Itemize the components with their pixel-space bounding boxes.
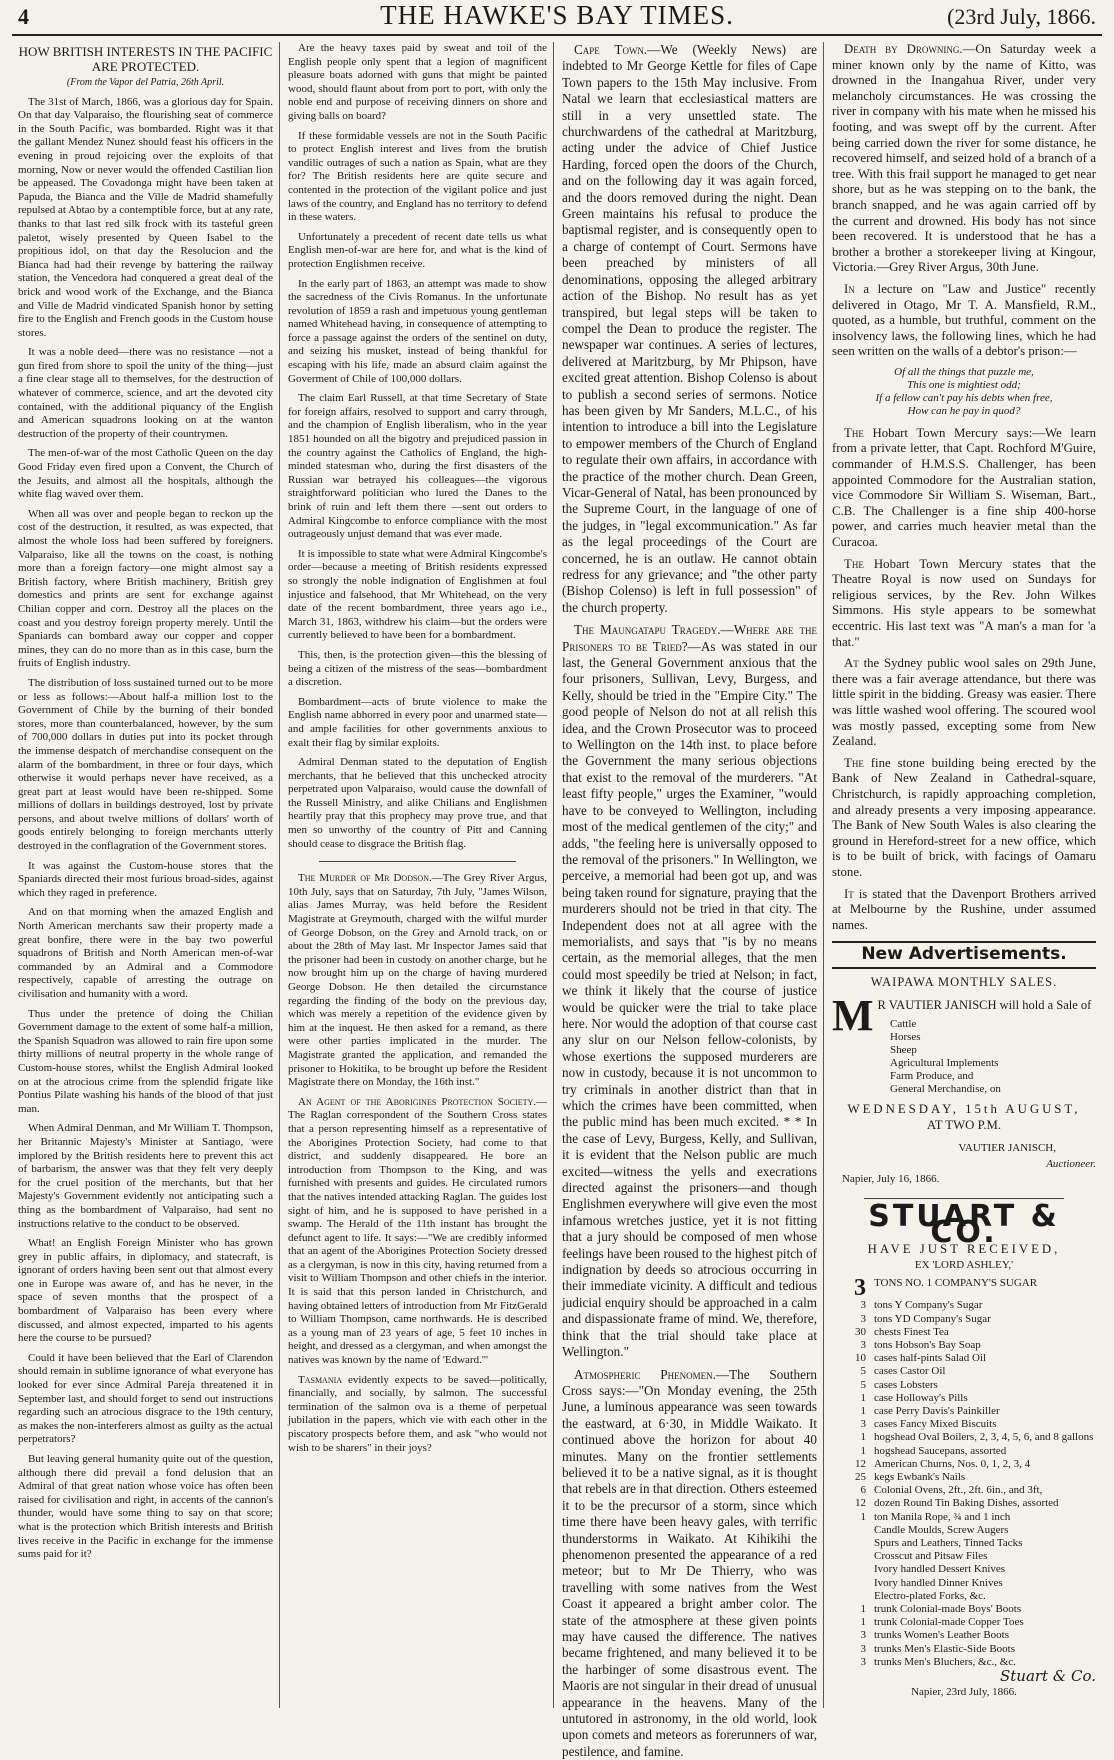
paragraph	[832, 282, 1096, 360]
article-heading: HOW BRITISH INTERESTS IN THE PACIFIC ARE PROTECTED.	[18, 44, 273, 74]
goods-description: Candle Moulds, Screw Augers	[874, 1524, 1096, 1537]
goods-quantity: 3	[832, 1299, 874, 1312]
goods-quantity: 1	[832, 1405, 874, 1418]
goods-row	[832, 1511, 1096, 1524]
ad-dateline: Napier, July 16, 1866.	[832, 1172, 1096, 1188]
goods-description: tons YD Company's Sugar	[874, 1313, 1096, 1326]
paragraph: And on that morning when the amazed English and North American merchants saw their property made a great bonfire, there were in the bay two powerful squadrons of British and North American men-of-war commanded by an Admiral and a Commodore respectively, capable of arresting the outrage on civilisation and humanity with a word.	[18, 906, 273, 1001]
goods-row	[832, 1418, 1096, 1431]
paragraph-lead: Tasmania	[298, 1374, 342, 1386]
goods-row	[832, 1629, 1096, 1642]
goods-quantity: 1	[832, 1445, 874, 1458]
paragraph: Are the heavy taxes paid by sweat and toil of the English people only spent that a legion of magnificent pleasure boats adorned with guns that might be painted wood, should flaunt about from port to port, with only the noble end and purpose of receiving dinners on shore and giving balls on board?	[288, 42, 547, 124]
paragraph-lead: In	[844, 282, 855, 296]
firm-name: STUART & CO.	[832, 1209, 1096, 1240]
ad-lead	[832, 998, 1096, 1014]
goods-quantity: 5	[832, 1365, 874, 1378]
paragraph: It is impossible to state what were Admiral Kingcombe's order—because a meeting of British residents expressed so strongly the noble indignation of Englishmen at foul injustice and falsehood, that Mr Whitehead, on the very date of the recent bombardment, three years ago i.e., March 31, 1863, withdrew his claim—but the orders were currently believed to have been for a bombardment.	[288, 548, 547, 643]
debtor-verse	[832, 366, 1096, 418]
paragraph-text: is stated that the Davenport Brothers arrived at Melbourne by the Rushine, under assumed names.	[832, 887, 1096, 932]
paragraph: If these formidable vessels are not in the South Pacific to protect English interest and lives from the brutish vandilic outrages of such a nation as Spain, what are they for? The British residents here are quite secure and contented in the protection of the vigilant police and just laws of the country, and England has no territory to defend in these waters.	[288, 130, 547, 225]
goods-quantity	[832, 1577, 874, 1590]
goods-row	[832, 1537, 1096, 1550]
goods-description: Colonial Ovens, 2ft., 2ft. 6in., and 3ft,	[874, 1484, 1096, 1497]
goods-description: cases Castor Oil	[874, 1365, 1096, 1378]
goods-row	[832, 1445, 1096, 1458]
paragraph-text: —As was stated in our last, the General Government anxious that the four prisoners, Sullivan, Levy, Burgess, and Kelly, should be tried in the "Empire City." The good people of Nelson do not at all relish this idea, and the Crown Prosecutor was to proceed to Wellington on the 14th inst. to place before the Government the many serious objections that exist to the removal of the murderers. "At least fifty people," urges the Examiner, "would have to be conveyed to Wellington, including most of the medical gentlemen of the city;" and adds, "the feeling here is universally opposed to the removal of the prisoners." In Wellington, we perceive, a memorial had been got up, and was being taken round for signature, praying that the murderers should not be tried in that city. The Independent does not at all agree with the memorialists, and says that "is by no means certain, as the memorial alleges, that the men could most speedily be tried at Nelson; in fact, we think it likely that the course of justice would be quicker were the trial to take place here. Nor would the adoption of that course cast any slur on our Nelson fellow-colonists, by whose exertions the supposed murderers are now in custody, because it is not uncommon to try criminals in another district than that in which the crimes have been committed, when the public mind has been much excited. * * In the case of Levy, Burgess, Kelly, and Sullivan, it is evident that the Nelson public are much excited—witness the yells and execrations directed against the prisoners—and though Englishmen everywhere will give even the most infamous wretches justice, yet it is not fitting that a jury should be composed of men whose feelings have been roused to the highest pitch of indignation by deeds so atrocious occurring in their immediate vicinity. A difficult and tedious judicial enquiry should be approached in a calm and dispassionate frame of mind. We, therefore, think that the trial should take place at Wellington."	[562, 639, 817, 1359]
goods-description: TONS NO. 1 COMPANY'S SUGAR	[874, 1277, 1096, 1299]
goods-description: hogshead Saucepans, assorted	[874, 1445, 1096, 1458]
paragraph: It was against the Custom-house stores that the Spaniards directed their most furious broad-sides, against which they raged in preference.	[18, 860, 273, 901]
paragraph	[832, 557, 1096, 651]
goods-row	[832, 1339, 1096, 1352]
goods-quantity: 3	[832, 1629, 874, 1642]
paragraph: Thus under the pretence of doing the Chilian Government damage to the extent of some half-a million, the Spanish Squadron was allowed to rain fire upon some thirty millions of neutral property in the whole range of Custom-house stores, whilst the English Admiral looked on at the atrocious crime from the splendid frigate like Pontius Pilate washing his hands of the blood of that just man.	[18, 1008, 273, 1117]
divider	[319, 861, 516, 862]
goods-description: hogshead Oval Boilers, 2, 3, 4, 5, 6, and 8 gallons	[874, 1431, 1096, 1444]
goods-quantity: 3	[832, 1656, 874, 1669]
paragraph	[832, 42, 1096, 276]
paragraph-lead: It	[844, 887, 854, 901]
paragraph: When Admiral Denman, and Mr William T. Thompson, her Britannic Majesty's Minister at Santiago, were implored by the British residents here to prevent this act of barbarism, the answer was that they felt very deeply for the cruel position of the merchants, but that her Majesty's Government evidently not anticipating such a thing as the bombardment of Valparaiso, had sent no instructions relative to the conduct to be observed.	[18, 1122, 273, 1231]
paragraph	[832, 887, 1096, 934]
sale-item: Sheep	[890, 1044, 1096, 1057]
goods-quantity: 30	[832, 1326, 874, 1339]
goods-row	[832, 1313, 1096, 1326]
paragraph-text: —We (Weekly News) are indebted to Mr George Kettle for files of Cape Town papers to the 15th May inclusive. From Natal we learn that ecclesiastical matters are still in a very unsettled state. The churchwardens of the cathedral at Maritzburg, acting under the advice of Chief Justice Harding, forced open the doors of the Church, and on the following day it was again forced, and the doors removed during the night. Dean Green maintains his refusal to produce the baptismal register, and is consequently open to a charge of contempt of Court. Sermons have been preached by ministers of all denominations, opposing the alleged arbitrary action of the Bishop. No result has as yet transpired, but legal steps will be taken to compel the Dean to produce the register. The newspaper war continues. A series of lectures, delivered at Maritzburg, by Mr Phipson, have excited great attention. Bishop Colenso is about to publish a second series of sermons. Notice has been given by Mr Sanders, M.L.C., of his intention to introduce a bill into the Legislature to empower members of the Church of England to regulate their own affairs, in accordance with the practice of the mother church. Dean Green, Vicar-General of Natal, has been pronounced by the Supreme Court, in the language of one of the judges, in "legal excommunication." As far as the legal proceedings of the Court are concerned, he is an outlaw. He cannot obtain redress for any grievance; and "the other party (Bishop Colenso) is left in full possession" of the church property.	[562, 42, 817, 615]
verse-line: Of all the things that puzzle me,	[832, 366, 1096, 379]
paragraph-lead: Atmospheric Phenomen.	[574, 1367, 716, 1382]
paragraph: When all was over and people began to reckon up the cost of the destruction, it resulted, as was expected, that almost the whole loss had been suffered by foreigners. Valparaiso, like all the towns on the coast, is nothing more than a foreign factory—one might almost say a British factory, where British machinery, British grey domestics and prints are sent for exchange against Chilian copper and corn. Destroy all the places on the coast and you destroy foreign property merely. Until the Spaniards can bombard away our copper and copper mines, they can do no more than as in this case, burn the fruits of English industry.	[18, 508, 273, 671]
news-items	[832, 426, 1096, 933]
goods-description: trunk Colonial-made Copper Toes	[874, 1616, 1096, 1629]
paragraph: But leaving general humanity quite out of the question, although there did prevail a fond delusion that an Admiral of that great nation whose voice has often been raised for civilisation and right, in accents of the cannon's thunder, would have some thing to say on that score; what is the protection which British interests and British lives receive in the Pacific in exchange for the immense sums paid for it?	[18, 1453, 273, 1562]
verse-line: If a fellow can't pay his debts when free,	[832, 392, 1096, 405]
goods-description: Spurs and Leathers, Tinned Tacks	[874, 1537, 1096, 1550]
goods-description: cases half-pints Salad Oil	[874, 1352, 1096, 1365]
paragraph-text: —The Grey River Argus, 10th July, says that on Saturday, 7th July, "James Wilson, alias James Murray, was held before the Resident Magistrate at Greymouth, charged with the wilful murder of George Dobson, on the Grey and Arnold track, on or about the 28th of May last. Mr Inspector James said that the prisoner had been in custody on another charge, but he now brought him up on the charge of having murdered George Dobson. He then detailed the circumstance regarding the finding of the body on the previous day, which was merely a repetition of the evidence given by him at the inquest. He then asked for a remand, as there were other parties implicated in the murder. The Magistrate granted the application, and remanded the prisoner to Hokitika, to be brought up before the Resident Magistrate there on Monday, the 16th inst."	[288, 872, 547, 1088]
paragraph-lead: The	[844, 426, 864, 440]
ad-signature: Stuart & Co.	[832, 1669, 1096, 1685]
paragraph: In the early part of 1863, an attempt was made to show the sacredness of the Civis Romanus. In the unfortunate revolution of 1859 a rash and impetuous young gentleman named Whitehead having, in consequence of attempting to force a passage against the orders of the sentinel on duty, and seizing his musket, instead of being thankful for escaping with his life, made an absurd claim against the Goverment of Chile of 100,000 dollars.	[288, 278, 547, 387]
goods-row	[832, 1379, 1096, 1392]
paragraph-lead: Death by Drowning.	[844, 42, 963, 56]
goods-description: dozen Round Tin Baking Dishes, assorted	[874, 1497, 1096, 1510]
article-body-continued	[288, 42, 547, 851]
goods-description: kegs Ewbank's Nails	[874, 1471, 1096, 1484]
goods-description: trunks Men's Bluchers, &c., &c.	[874, 1656, 1096, 1669]
sale-items	[890, 1018, 1096, 1096]
goods-description: ton Manila Rope, ¾ and 1 inch	[874, 1511, 1096, 1524]
sale-item: Cattle	[890, 1018, 1096, 1031]
sale-time: AT TWO P.M.	[832, 1118, 1096, 1134]
goods-description: trunks Men's Elastic-Side Boots	[874, 1643, 1096, 1656]
goods-quantity: 1	[832, 1603, 874, 1616]
paragraph	[562, 622, 817, 1360]
goods-quantity: 3	[832, 1643, 874, 1656]
sale-item: Farm Produce, and	[890, 1070, 1096, 1083]
column-4	[826, 42, 1102, 1708]
goods-description: cases Lobsters	[874, 1379, 1096, 1392]
paragraph-lead: The	[844, 756, 864, 770]
goods-row	[832, 1458, 1096, 1471]
paragraph: The distribution of loss sustained turned out to be more or less as follows:—About half-a million lost to the Government of Chile by the burning of their bonded stores, more than counterbalanced, however, by the sum of 700,000 dollars in duties put into its pocket through the immense despatch of merchandise consequent on the alarm of the bombardment, in three or four days, which otherwise it would perhaps never have received, as a great part at least would have been re-shipped. Some millions of dollars in buildings destroyed, lost by private persons, and about twelve millions of dollars' worth of goods entirely belonging to foreign merchants utterly destroyed in the conflagration of the Government stores.	[18, 677, 273, 854]
paragraph	[288, 1096, 547, 1368]
new-advertisements-banner: New Advertisements.	[832, 941, 1096, 969]
goods-row	[832, 1326, 1096, 1339]
goods-quantity	[832, 1524, 874, 1537]
paragraph-text: the Sydney public wool sales on 29th June, there was a fair average attendance, but there was little spirit in the bidding. Greasy was easier. There was little washed wool offering. The scoured wool was mostly passed, excepting some from New Zealand.	[832, 656, 1096, 748]
goods-quantity: 12	[832, 1458, 874, 1471]
paragraph: Unfortunately a precedent of recent date tells us what English men-of-war are here for, and what is the kind of protection Englishmen receive.	[288, 231, 547, 272]
ad-lead-text: R VAUTIER JANISCH will hold a Sale of	[878, 998, 1092, 1012]
goods-description: Ivory handled Dinner Knives	[874, 1577, 1096, 1590]
goods-quantity: 3	[832, 1313, 874, 1326]
goods-row	[832, 1563, 1096, 1576]
paragraph	[288, 872, 547, 1090]
have-just-received: HAVE JUST RECEIVED,	[832, 1242, 1096, 1258]
goods-quantity: 10	[832, 1352, 874, 1365]
paragraph: The men-of-war of the most Catholic Queen on the day Good Friday even fired upon a Convent, the Church of the Jesuits, and almost all the hospitals, although the white flag waved over them.	[18, 447, 273, 501]
goods-quantity: 1	[832, 1431, 874, 1444]
drop-cap: M	[832, 998, 874, 1034]
goods-description: cases Fancy Mixed Biscuits	[874, 1418, 1096, 1431]
goods-quantity: 25	[832, 1471, 874, 1484]
goods-quantity	[832, 1550, 874, 1563]
goods-row	[832, 1431, 1096, 1444]
newspaper-title: THE HAWKE'S BAY TIMES.	[12, 0, 1102, 31]
goods-row	[832, 1471, 1096, 1484]
goods-row	[832, 1299, 1096, 1312]
ad-dateline: Napier, 23rd July, 1866.	[832, 1685, 1096, 1701]
paragraph-lead: The Maungatapu Tragedy.—Where are the Prisoners to be Tried?	[562, 622, 817, 653]
goods-quantity: 3	[832, 1339, 874, 1352]
masthead	[12, 0, 1102, 36]
paragraph: It was a noble deed—there was no resistance —not a gun fired from shore to spoil the unity of the thing—just a fine clear stage all to themselves, for the destruction of whatever of commerce, science, and art the devoted city contained, with the additional piquancy of the English and American squadrons looking on at the wanton destruction of the property of their countrymen.	[18, 346, 273, 441]
paragraph-lead: An Agent of the Aborigines Protection Society.	[298, 1096, 536, 1108]
news-items	[562, 42, 817, 1760]
goods-quantity: 1	[832, 1511, 874, 1524]
verse-line: How can he pay in quod?	[832, 405, 1096, 418]
news-items	[832, 42, 1096, 360]
goods-row	[832, 1616, 1096, 1629]
paragraph: Admiral Denman stated to the deputation of English merchants, that he believed that this unchecked atrocity perpetrated upon Valparaiso, would cause the downfall of the Russell Ministry, and alike Chilians and Englishmen heartily pray that this prophecy may prove true, and that men so unworthy of the country of Pitt and Canning should cease to disgrace the British flag.	[288, 756, 547, 851]
auctioneer-name: VAUTIER JANISCH,	[832, 1141, 1096, 1157]
goods-description: case Perry Davis's Painkiller	[874, 1405, 1096, 1418]
goods-quantity: 6	[832, 1484, 874, 1497]
goods-description: Electro-plated Forks, &c.	[874, 1590, 1096, 1603]
paragraph	[288, 1374, 547, 1456]
paragraph	[562, 1367, 817, 1760]
goods-quantity	[832, 1563, 874, 1576]
column-2	[282, 42, 554, 1708]
paragraph-lead: At	[844, 656, 859, 670]
goods-row	[832, 1497, 1096, 1510]
paragraph-lead: The Murder of Mr Dodson.	[298, 872, 432, 884]
goods-description: Crosscut and Pitsaw Files	[874, 1550, 1096, 1563]
sale-item: Agricultural Implements	[890, 1057, 1096, 1070]
article-source: (From the Vapor del Patria, 26th April.	[18, 76, 273, 90]
paragraph: Bombardment—acts of brute violence to make the English name abhorred in every poor and unarmed state—and ample facilities for other governments anxious to exalt their flag by similar exploits.	[288, 696, 547, 750]
ship-name: EX 'LORD ASHLEY,'	[832, 1258, 1096, 1274]
goods-quantity: 1	[832, 1392, 874, 1405]
goods-row	[832, 1550, 1096, 1563]
goods-quantity: 5	[832, 1379, 874, 1392]
sale-date: WEDNESDAY, 15th AUGUST,	[832, 1102, 1096, 1118]
paragraph: The claim Earl Russell, at that time Secretary of State for foreign affairs, resolved to support and carry through, and the champion of English liberalism, who in the year 1851 hounded on all the bigotry and prejudiced passion in the country against the Catholics of England, the high-minded statesman who, during the first disasters of the Russian war betrayed his colleagues—the vigorous straightforward politician who lured the Danes to the brink of ruin and left them there —sent out orders to Admiral Kingcombe to enforce compliance with the most outrageously unjust demand that was ever made.	[288, 392, 547, 542]
sale-item: General Merchandise, on	[890, 1083, 1096, 1096]
goods-quantity: 12	[832, 1497, 874, 1510]
goods-description: tons Hobson's Bay Soap	[874, 1339, 1096, 1352]
paragraph-lead: The	[844, 557, 864, 571]
column-3	[556, 42, 824, 1708]
goods-quantity: 1	[832, 1616, 874, 1629]
verse-line: This one is mightiest odd;	[832, 379, 1096, 392]
advertisement-waipawa	[832, 975, 1096, 1188]
goods-row	[832, 1277, 1096, 1299]
goods-row	[832, 1392, 1096, 1405]
goods-quantity	[832, 1537, 874, 1550]
goods-row	[832, 1484, 1096, 1497]
goods-description: tons Y Company's Sugar	[874, 1299, 1096, 1312]
goods-row	[832, 1643, 1096, 1656]
column-1	[12, 42, 280, 1708]
issue-date: (23rd July, 1866.	[947, 4, 1096, 30]
paragraph	[832, 426, 1096, 551]
paragraph-text: —On Saturday week a miner known only by the name of Kitto, was drowned in the Inangahua River, under very melancholy circumstances. He was crossing the river in company with his mate when he missed his footing, and was swept off by the current. After being carried down the river for some distance, he recovered himself, and seized hold of a branch of a tree. With this frail support he managed to get near shore, but as he was stepping on to the bank, the branch snapped, and he was again carried off by the current and drowned. His body has not since been recovered. It is understood that he has a brother a brother a storekeeper living at Kingour, Victoria.—Grey River Argus, 30th June.	[832, 42, 1096, 274]
goods-row	[832, 1352, 1096, 1365]
article-body	[18, 96, 273, 1562]
paragraph-text: —The Raglan correspondent of the Southern Cross states that a person representing himself as a representative of the Aborigines Protection Society, had come to that district, and suddenly disappeared. He bore an introduction from Thompson to the King, and was furnished with presents and guides. He circulated rumors that the natives intended attacking Raglan. The guides lost sight of him, and he is supposed to have perished in a swamp. The Herald of the 11th instant has brought the defunct agent to life. It says:—"We are credibly informed that an agent of the Aborigines Protection Society dressed as a clergyman, is now in this city, having returned from a visit to William Thompson and other chiefs in the interior. It is said that this person landed in Christchurch, and having obtained letters of introduction from Mr FitzGerald to William Thompson, came northwards. He is described as a young man of 23 years of age, 5 feet 10 inches in height, and dressed as a clergyman, and when amongst the natives was known by the name of 'Edward.'"	[288, 1096, 547, 1366]
paragraph: Could it have been believed that the Earl of Clarendon should remain in sublime ignorance of what everyone has looked for ever since Admiral Pareja threatened it in September last, and should forget to send out instructions regarding such an atrocious disgrace to the 19th century, as makes the non-interferers almost as guilty as the actual perpetrators?	[18, 1352, 273, 1447]
sale-item: Horses	[890, 1031, 1096, 1044]
goods-description: American Churns, Nos. 0, 1, 2, 3, 4	[874, 1458, 1096, 1471]
page-number: 4	[18, 4, 29, 30]
goods-row	[832, 1603, 1096, 1616]
paragraph-text: Hobart Town Mercury says:—We learn from a private letter, that Capt. Rochford M'Guire, commander of H.M.S.S. Challenger, has been appointed Commodore for the Australian station, vice Commodore Sir William S. Wiseman, Bart., C.B. The Challenger is a fine ship 400-horse power, and carries much heavier metal than the Curacoa.	[832, 426, 1096, 549]
news-items	[288, 872, 547, 1455]
goods-row	[832, 1405, 1096, 1418]
goods-row	[832, 1524, 1096, 1537]
paragraph-text: —The Southern Cross says:—"On Monday evening, the 25th June, a luminous appearance was seen towards the eastward, at 6·30, in Middle Waikato. It continued above the horizon for about 40 minutes. Many on the frontier settlements believed it to be a native signal, as it is thought that rebels are in that direction. Others esteemed it to be the precursor of a storm, since which time there have been heavy gales, with terrific thunderstorms in Waikato. At Kihikihi the phenomenon presented the appearance of a red meteor; but to Mr De Thierry, who was travelling with some natives from the West Coast it appeared a bright amber color. The state of the atmosphere at these given points may have caused the difference. The natives became frightened, and many believed it to be the harbinger of some disastrous event. The Maoris are not singular in their dread of unusual appearance in the heavens. Many of the untutored in astronomy, in the old world, look upon comets and meteors as forerunners of war, pestilence, and famine.	[562, 1367, 817, 1759]
auctioneer-title: Auctioneer.	[832, 1157, 1096, 1173]
goods-quantity	[832, 1590, 874, 1603]
goods-description: chests Finest Tea	[874, 1326, 1096, 1339]
goods-description: trunk Colonial-made Boys' Boots	[874, 1603, 1096, 1616]
goods-row	[832, 1590, 1096, 1603]
columns	[12, 36, 1102, 1708]
goods-description: case Holloway's Pills	[874, 1392, 1096, 1405]
goods-description: Ivory handled Dessert Knives	[874, 1563, 1096, 1576]
paragraph	[832, 756, 1096, 881]
ad-heading: WAIPAWA MONTHLY SALES.	[832, 975, 1096, 991]
goods-list	[832, 1277, 1096, 1669]
paragraph-text: a lecture on "Law and Justice" recently delivered in Otago, Mr T. A. Mansfield, R.M., quoted, as a humble, but truthful, comment on the insolvency laws, the following lines, which he had seen written on the walls of a debtor's prison:—	[832, 282, 1096, 358]
paragraph: This, then, is the protection given—this the blessing of being a citizen of the mistress of the seas—bombardment a discretion.	[288, 649, 547, 690]
paragraph-text: evidently expects to be saved—politically, financially, and socially, by salmon. The successful termination of the salmon ova is a theme of perpetual jubilation in the papers, which vie with each other in the piscatory prospects before them, and ask "who would not wish to be sharers" in their joys?	[288, 1374, 547, 1454]
paragraph: What! an English Foreign Minister who has grown grey in public affairs, in diplomacy, and statecraft, is ignorant of orders having been sent out that almost every one in Europe was aware of, and has he never, in the space of seven months that the prospect of a bombardment of Valparaiso has been every where discussed, and almost expected, imparted to his agents here the course to be pursued?	[18, 1237, 273, 1346]
paragraph-lead: Cape Town.	[574, 42, 647, 57]
paragraph	[562, 42, 817, 616]
paragraph	[832, 656, 1096, 750]
paragraph-text: Hobart Town Mercury states that the Theatre Royal is now used on Sundays for religious services, by the Rev. John Wilkes Simmons. His style appears to be somewhat eccentric. His last text was "A man's a man for 'a that."	[832, 557, 1096, 649]
goods-description: trunks Women's Leather Boots	[874, 1629, 1096, 1642]
advertisement-stuart	[832, 1209, 1096, 1700]
goods-quantity: 3	[832, 1418, 874, 1431]
goods-quantity: 3	[832, 1277, 874, 1299]
paragraph: The 31st of March, 1866, was a glorious day for Spain. On that day Valparaiso, the flourishing seat of commerce in the South Pacific, was bombarded. Right was it that the gallant Mendez Nunez should feast his officers in the evening in proud rejoicing over the exploits of that morning, Now or never would the offended Castilian lion be appeased. The Covadonga might have been taken at Papuda, the Bianca and the Ville de Madrid shamefully repulsed at Abtao by a contemptible force, but at any rate, thanks to that last red silk frock with its tasteful green paletot, wisely presented by Queen Isabel to the propitious idol, on that day the Resolucion and the Bianca had had their revenge by battering the railway station, the Vencedora had conquered a great deal of the brick and wood work of the Exchange, and the Bianca and Ville de Madrid vindicated Spanish honor by setting fire to the English and French goods in the Custom house stores.	[18, 96, 273, 341]
goods-row	[832, 1577, 1096, 1590]
goods-row	[832, 1365, 1096, 1378]
paragraph-text: fine stone building being erected by the Bank of New Zealand in Cathedral-square, Christchurch, is rapidly approaching completion, and already presents a very imposing appearance. The Bank of New South Wales is also clearing the ground in Hereford-street for a new office, which is to be built of brick, with facings of Oamaru stone.	[832, 756, 1096, 879]
